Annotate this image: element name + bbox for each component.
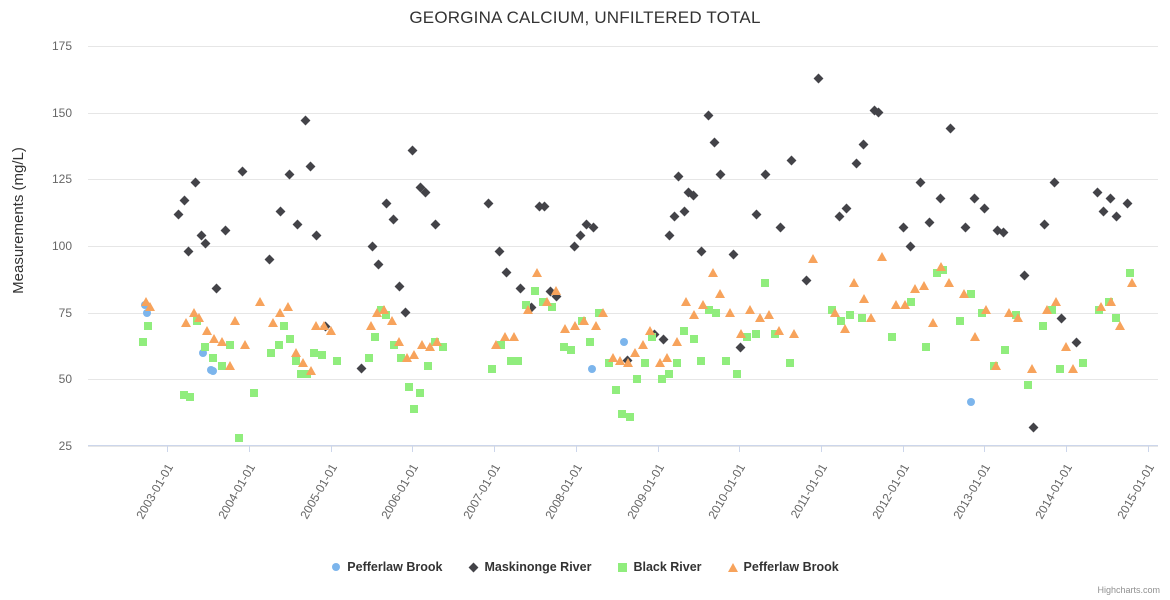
data-point xyxy=(371,333,379,341)
data-point xyxy=(840,324,850,333)
data-point xyxy=(579,316,589,325)
data-point xyxy=(431,338,439,346)
data-point xyxy=(540,201,550,211)
data-point xyxy=(439,343,447,351)
data-point xyxy=(509,332,519,341)
data-point xyxy=(922,343,930,351)
data-point xyxy=(1098,206,1108,216)
data-point xyxy=(578,317,586,325)
data-point xyxy=(409,350,419,359)
data-point xyxy=(1112,212,1122,222)
data-point xyxy=(570,321,580,330)
data-point xyxy=(207,366,215,374)
data-point xyxy=(664,230,674,240)
data-point xyxy=(588,365,596,373)
data-point xyxy=(226,341,234,349)
data-point xyxy=(751,209,761,219)
data-point xyxy=(374,260,384,270)
data-point xyxy=(390,341,398,349)
data-point xyxy=(527,302,537,312)
data-point xyxy=(771,330,779,338)
data-point xyxy=(318,351,326,359)
data-point xyxy=(991,361,1001,370)
x-axis-tick-label: 2008-01-01 xyxy=(542,461,585,522)
data-point xyxy=(1039,322,1047,330)
data-point xyxy=(394,337,404,346)
data-point xyxy=(623,358,633,367)
x-axis-tick-mark xyxy=(821,446,822,452)
data-point xyxy=(394,281,404,291)
data-point xyxy=(605,359,613,367)
data-point xyxy=(139,338,147,346)
data-point xyxy=(1001,346,1009,354)
data-point xyxy=(834,212,844,222)
data-point xyxy=(1028,422,1038,432)
data-point xyxy=(620,338,628,346)
data-point xyxy=(430,220,440,230)
data-point xyxy=(209,367,217,375)
data-point xyxy=(311,230,321,240)
data-point xyxy=(267,349,275,357)
data-point xyxy=(408,145,418,155)
data-point xyxy=(1056,365,1064,373)
y-axis-tick-label: 175 xyxy=(51,39,72,53)
data-point xyxy=(761,169,771,179)
data-point xyxy=(655,358,665,367)
data-point xyxy=(967,398,975,406)
data-point xyxy=(736,329,746,338)
data-point xyxy=(551,286,561,295)
x-axis-tick-mark xyxy=(249,446,250,452)
data-point xyxy=(415,182,425,192)
data-point xyxy=(715,169,725,179)
data-point xyxy=(956,317,964,325)
data-point xyxy=(531,287,539,295)
data-point xyxy=(217,337,227,346)
data-point xyxy=(1106,193,1116,203)
data-point xyxy=(141,301,149,309)
data-point xyxy=(933,269,941,277)
data-point xyxy=(357,364,367,374)
data-point xyxy=(326,326,336,335)
data-point xyxy=(849,278,859,287)
data-point xyxy=(1051,297,1061,306)
data-point xyxy=(715,289,725,298)
data-point xyxy=(1072,337,1082,347)
data-point xyxy=(542,297,552,306)
x-axis-tick-label: 2009-01-01 xyxy=(623,461,667,522)
data-point xyxy=(681,297,691,306)
x-axis-tick-mark xyxy=(331,446,332,452)
y-gridline xyxy=(88,179,1158,180)
legend-marker-icon xyxy=(468,562,478,572)
data-point xyxy=(1105,298,1113,306)
x-axis-tick-mark xyxy=(412,446,413,452)
data-point xyxy=(670,212,680,222)
data-point xyxy=(417,340,427,349)
x-axis-tick-label: 2015-01-01 xyxy=(1114,461,1157,522)
plot-area xyxy=(51,39,1158,522)
data-point xyxy=(859,294,869,303)
legend-item-3[interactable] xyxy=(617,560,701,574)
y-axis-tick-label: 125 xyxy=(51,172,72,187)
data-point xyxy=(1093,188,1103,198)
data-point xyxy=(319,321,329,330)
data-point xyxy=(919,281,929,290)
data-point xyxy=(736,342,746,352)
data-point xyxy=(576,230,586,240)
data-point xyxy=(548,303,556,311)
data-point xyxy=(925,217,935,227)
data-point xyxy=(276,206,286,216)
data-point xyxy=(961,222,971,232)
data-point xyxy=(405,383,413,391)
data-point xyxy=(145,302,155,311)
data-point xyxy=(1040,220,1050,230)
data-point xyxy=(303,370,311,378)
data-point xyxy=(808,254,818,263)
data-point xyxy=(285,169,295,179)
data-point xyxy=(333,357,341,365)
x-axis-tick-mark xyxy=(1148,446,1149,452)
y-axis-tick-label: 25 xyxy=(58,439,72,453)
data-point xyxy=(1126,269,1134,277)
data-point xyxy=(786,359,794,367)
x-axis-tick-label: 2012-01-01 xyxy=(868,461,912,522)
x-axis-tick-mark xyxy=(1066,446,1067,452)
data-point xyxy=(196,230,206,240)
data-point xyxy=(221,225,231,235)
legend-item-1[interactable] xyxy=(331,560,442,574)
data-point xyxy=(752,330,760,338)
data-point xyxy=(993,225,1003,235)
data-point xyxy=(488,365,496,373)
data-point xyxy=(859,140,869,150)
data-point xyxy=(209,354,217,362)
y-gridline xyxy=(88,313,1158,314)
data-point xyxy=(507,357,515,365)
x-axis-tick-label: 2014-01-01 xyxy=(1032,461,1076,522)
data-point xyxy=(761,279,769,287)
data-point xyxy=(1061,342,1071,351)
data-point xyxy=(898,222,908,232)
data-point xyxy=(174,209,184,219)
data-point xyxy=(776,222,786,232)
legend-item-2[interactable] xyxy=(468,560,591,574)
legend-item-label: Black River xyxy=(633,560,702,574)
data-point xyxy=(306,161,316,171)
data-point xyxy=(842,204,852,214)
data-point xyxy=(672,337,682,346)
x-axis-tick-label: 2006-01-01 xyxy=(378,461,422,522)
data-point xyxy=(690,335,698,343)
data-point xyxy=(551,292,561,302)
data-point xyxy=(626,413,634,421)
legend-item-label: Pefferlaw Brook xyxy=(743,560,839,574)
data-point xyxy=(586,338,594,346)
data-point xyxy=(389,214,399,224)
data-point xyxy=(665,370,673,378)
data-point xyxy=(522,301,530,309)
data-point xyxy=(649,329,659,339)
data-point xyxy=(581,220,591,230)
data-point xyxy=(680,327,688,335)
data-point xyxy=(366,321,376,330)
data-point xyxy=(696,246,706,256)
data-point xyxy=(311,321,321,330)
x-axis-tick-mark xyxy=(494,446,495,452)
x-axis-tick-label: 2004-01-01 xyxy=(215,461,259,522)
data-point xyxy=(144,322,152,330)
x-axis-tick-mark xyxy=(658,446,659,452)
data-point xyxy=(283,302,293,311)
legend-item-label: Maskinonge River xyxy=(484,560,592,574)
data-point xyxy=(497,341,505,349)
data-point xyxy=(193,317,201,325)
data-point xyxy=(286,335,294,343)
y-gridline xyxy=(88,46,1158,47)
data-point xyxy=(183,246,193,256)
data-point xyxy=(235,434,243,442)
y-gridline xyxy=(88,113,1158,114)
data-point xyxy=(321,321,331,331)
data-point xyxy=(866,313,876,322)
data-point xyxy=(1106,297,1116,306)
data-point xyxy=(297,370,305,378)
data-point xyxy=(250,389,258,397)
y-axis-tick-label: 50 xyxy=(58,372,72,387)
data-point xyxy=(645,326,655,335)
data-point xyxy=(1027,364,1037,373)
data-point xyxy=(907,298,915,306)
data-point xyxy=(802,276,812,286)
data-point xyxy=(1019,270,1029,280)
data-point xyxy=(545,286,555,296)
chart-legend xyxy=(0,560,1170,574)
data-point xyxy=(181,318,191,327)
data-point xyxy=(877,252,887,261)
x-axis-tick-label: 2007-01-01 xyxy=(460,461,504,522)
data-point xyxy=(291,348,301,357)
data-point xyxy=(209,334,219,343)
data-point xyxy=(990,362,998,370)
data-point xyxy=(365,354,373,362)
data-point xyxy=(813,73,823,83)
data-point xyxy=(1112,314,1120,322)
data-point xyxy=(979,204,989,214)
data-point xyxy=(280,322,288,330)
data-point xyxy=(774,326,784,335)
data-point xyxy=(255,297,265,306)
data-point xyxy=(238,166,248,176)
data-point xyxy=(211,284,221,294)
x-axis-tick-label: 2003-01-01 xyxy=(133,461,177,522)
legend-marker-icon xyxy=(331,562,341,572)
data-point xyxy=(837,317,845,325)
data-point xyxy=(494,246,504,256)
data-point xyxy=(689,190,699,200)
legend-marker-icon xyxy=(617,562,627,572)
data-point xyxy=(936,262,946,271)
data-point xyxy=(567,346,575,354)
x-axis-tick-mark xyxy=(576,446,577,452)
data-point xyxy=(888,333,896,341)
data-point xyxy=(194,313,204,322)
data-point xyxy=(641,359,649,367)
data-point xyxy=(1115,321,1125,330)
data-point xyxy=(310,349,318,357)
data-point xyxy=(514,357,522,365)
data-point xyxy=(612,386,620,394)
data-point xyxy=(201,343,209,351)
data-point xyxy=(402,353,412,362)
data-point xyxy=(424,362,432,370)
data-point xyxy=(240,340,250,349)
data-point xyxy=(648,333,656,341)
data-point xyxy=(733,370,741,378)
data-point xyxy=(851,158,861,168)
data-point xyxy=(483,198,493,208)
data-point xyxy=(180,391,188,399)
data-point xyxy=(939,266,947,274)
data-point xyxy=(722,357,730,365)
data-point xyxy=(218,362,226,370)
data-point xyxy=(959,289,969,298)
data-point xyxy=(710,137,720,147)
data-point xyxy=(539,298,547,306)
data-point xyxy=(1127,278,1137,287)
x-axis-tick-mark xyxy=(167,446,168,452)
x-axis-tick-mark xyxy=(739,446,740,452)
data-point xyxy=(534,201,544,211)
data-point xyxy=(910,284,920,293)
data-point xyxy=(502,268,512,278)
data-point xyxy=(199,349,207,357)
data-point xyxy=(186,393,194,401)
data-point xyxy=(970,332,980,341)
data-point xyxy=(755,313,765,322)
data-point xyxy=(532,268,542,277)
legend-item-label: Pefferlaw Brook xyxy=(347,560,443,574)
data-point xyxy=(202,326,212,335)
data-point xyxy=(698,300,708,309)
data-point xyxy=(1057,313,1067,323)
credits-label: Highcharts.com xyxy=(1097,585,1160,595)
data-point xyxy=(225,361,235,370)
data-point xyxy=(1123,198,1133,208)
data-point xyxy=(697,357,705,365)
data-point xyxy=(944,278,954,287)
data-point xyxy=(381,198,391,208)
data-point xyxy=(397,354,405,362)
data-point xyxy=(623,356,633,366)
data-point xyxy=(891,300,901,309)
data-point xyxy=(945,124,955,134)
y-gridline xyxy=(88,246,1158,247)
data-point xyxy=(275,341,283,349)
x-axis-tick-label: 2011-01-01 xyxy=(787,461,831,521)
data-point xyxy=(638,340,648,349)
data-point xyxy=(300,116,310,126)
data-point xyxy=(900,300,910,309)
data-point xyxy=(630,348,640,357)
data-point xyxy=(591,321,601,330)
data-point xyxy=(410,405,418,413)
data-point xyxy=(292,357,300,365)
data-point xyxy=(659,334,669,344)
y-axis-tick-label: 100 xyxy=(51,239,72,253)
data-point xyxy=(264,254,274,264)
data-point xyxy=(179,196,189,206)
data-point xyxy=(306,366,316,375)
x-axis-tick-mark xyxy=(903,446,904,452)
data-point xyxy=(1096,302,1106,311)
data-point xyxy=(618,410,626,418)
data-point xyxy=(425,342,435,351)
y-gridline xyxy=(88,379,1158,380)
data-point xyxy=(679,206,689,216)
data-point xyxy=(673,359,681,367)
legend-marker-icon xyxy=(728,562,738,572)
y-axis-title-label: Measurements (mg/L) xyxy=(9,146,27,294)
data-point xyxy=(615,356,625,365)
data-point xyxy=(728,249,738,259)
data-point xyxy=(967,290,975,298)
chart-title: GEORGINA CALCIUM, UNFILTERED TOTAL xyxy=(409,8,761,27)
legend-item-4[interactable] xyxy=(728,560,839,574)
data-point xyxy=(268,318,278,327)
data-point xyxy=(1079,359,1087,367)
data-point xyxy=(141,297,151,306)
data-point xyxy=(787,156,797,166)
y-axis-tick-label: 75 xyxy=(58,305,72,320)
data-point xyxy=(416,389,424,397)
data-point xyxy=(1068,364,1078,373)
data-point xyxy=(708,268,718,277)
data-point xyxy=(387,316,397,325)
data-point xyxy=(998,228,1008,238)
data-point xyxy=(589,222,599,232)
x-axis-tick-label: 2013-01-01 xyxy=(950,461,994,522)
data-point xyxy=(928,318,938,327)
data-point xyxy=(936,193,946,203)
x-axis-tick-label: 2005-01-01 xyxy=(296,461,340,522)
data-point xyxy=(789,329,799,338)
data-point xyxy=(743,333,751,341)
data-point xyxy=(500,332,510,341)
data-point xyxy=(970,193,980,203)
data-point xyxy=(560,343,568,351)
data-point xyxy=(662,353,672,362)
data-point xyxy=(683,188,693,198)
data-point xyxy=(608,353,618,362)
data-point xyxy=(858,314,866,322)
x-axis-tick-label: 2010-01-01 xyxy=(705,461,749,522)
data-point xyxy=(491,340,501,349)
data-point xyxy=(1024,381,1032,389)
data-point xyxy=(432,337,442,346)
x-axis-tick-mark xyxy=(984,446,985,452)
data-point xyxy=(1013,313,1023,322)
data-point xyxy=(515,284,525,294)
y-axis-tick-label: 150 xyxy=(51,105,72,120)
data-point xyxy=(421,188,431,198)
data-point xyxy=(560,324,570,333)
data-point xyxy=(293,220,303,230)
data-point xyxy=(298,358,308,367)
data-point xyxy=(230,316,240,325)
